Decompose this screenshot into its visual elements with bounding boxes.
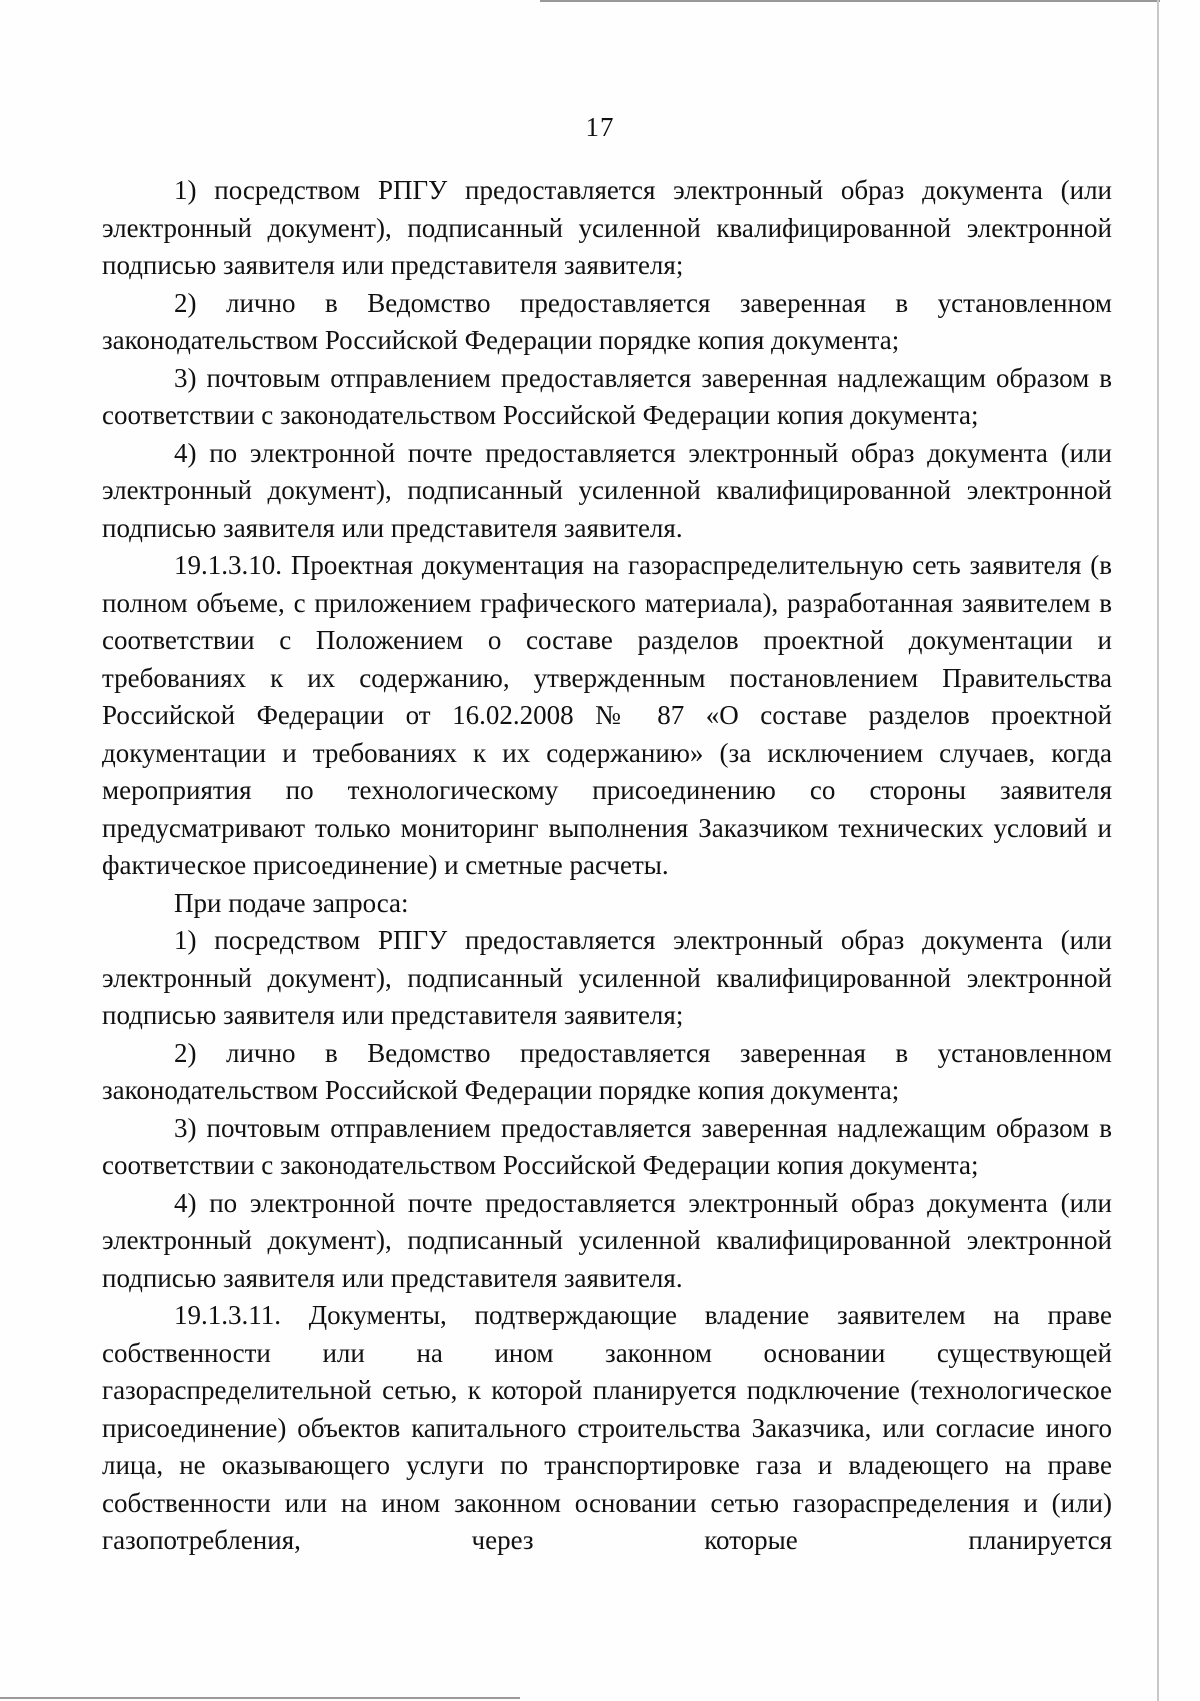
paragraph: 4) по электронной почте предоставляется электронный образ документа (или электронный документ), подписанный усиленной квалифицированной электронной подписью заявителя или представителя заявителя. <box>102 1187 1112 1293</box>
paragraph: 19.1.3.11. Документы, подтверждающие владение заявителем на праве собственности или на ином законном основании существующей газораспределительной сетью, к которой планируется подключение (технологическое присоединение) объектов капитального строительства Заказчика, или согласие иного лица, не оказывающего услуги по транспортировке газа и владеющего на праве собственности или на ином законном основании сетью газораспределения и (или) газопотребления, через которые планируется <box>102 1300 1112 1555</box>
paragraph: 4) по электронной почте предоставляется электронный образ документа (или электронный документ), подписанный усиленной квалифицированной электронной подписью заявителя или представителя заявителя. <box>102 437 1112 543</box>
paragraph: 19.1.3.10. Проектная документация на газораспределительную сеть заявителя (в полном объеме, с приложением графического материала), разработанная заявителем в соответствии с Положением о составе разделов проектной документации и требованиях к их содержанию, утвержденным постановлением Правительства Российской Федерации от 16.02.2008 № 87 «О составе разделов проектной документации и требованиях к их содержанию» (за исключением случаев, когда мероприятия по технологическому присоединению со стороны заявителя предусматривают только мониторинг выполнения Заказчиком технических условий и фактическое присоединение) и сметные расчеты. <box>102 550 1112 880</box>
page-number: 17 <box>585 112 615 142</box>
paragraph: 3) почтовым отправлением предоставляется заверенная надлежащим образом в соответствии с законодательством Российской Федерации копия документа; <box>102 1112 1112 1180</box>
paragraph: При подаче запроса: <box>174 887 409 918</box>
scan-right-edge <box>1157 0 1159 1701</box>
paragraph: 2) лично в Ведомство предоставляется заверенная в установленном законодательством Российской Федерации порядке копия документа; <box>102 287 1112 355</box>
scan-top-edge <box>540 0 1160 2</box>
paragraph: 1) посредством РПГУ предоставляется электронный образ документа (или электронный документ), подписанный усиленной квалифицированной электронной подписью заявителя или представителя заявителя; <box>102 925 1112 1030</box>
scan-bottom-edge <box>0 1697 520 1699</box>
paragraph: 3) почтовым отправлением предоставляется заверенная надлежащим образом в соответствии с законодательством Российской Федерации копия документа; <box>102 362 1112 430</box>
paragraph: 1) посредством РПГУ предоставляется электронный образ документа (или электронный документ), подписанный усиленной квалифицированной электронной подписью заявителя или представителя заявителя; <box>102 175 1112 280</box>
document-body <box>102 172 1112 1560</box>
paragraph: 2) лично в Ведомство предоставляется заверенная в установленном законодательством Российской Федерации порядке копия документа; <box>102 1037 1112 1105</box>
